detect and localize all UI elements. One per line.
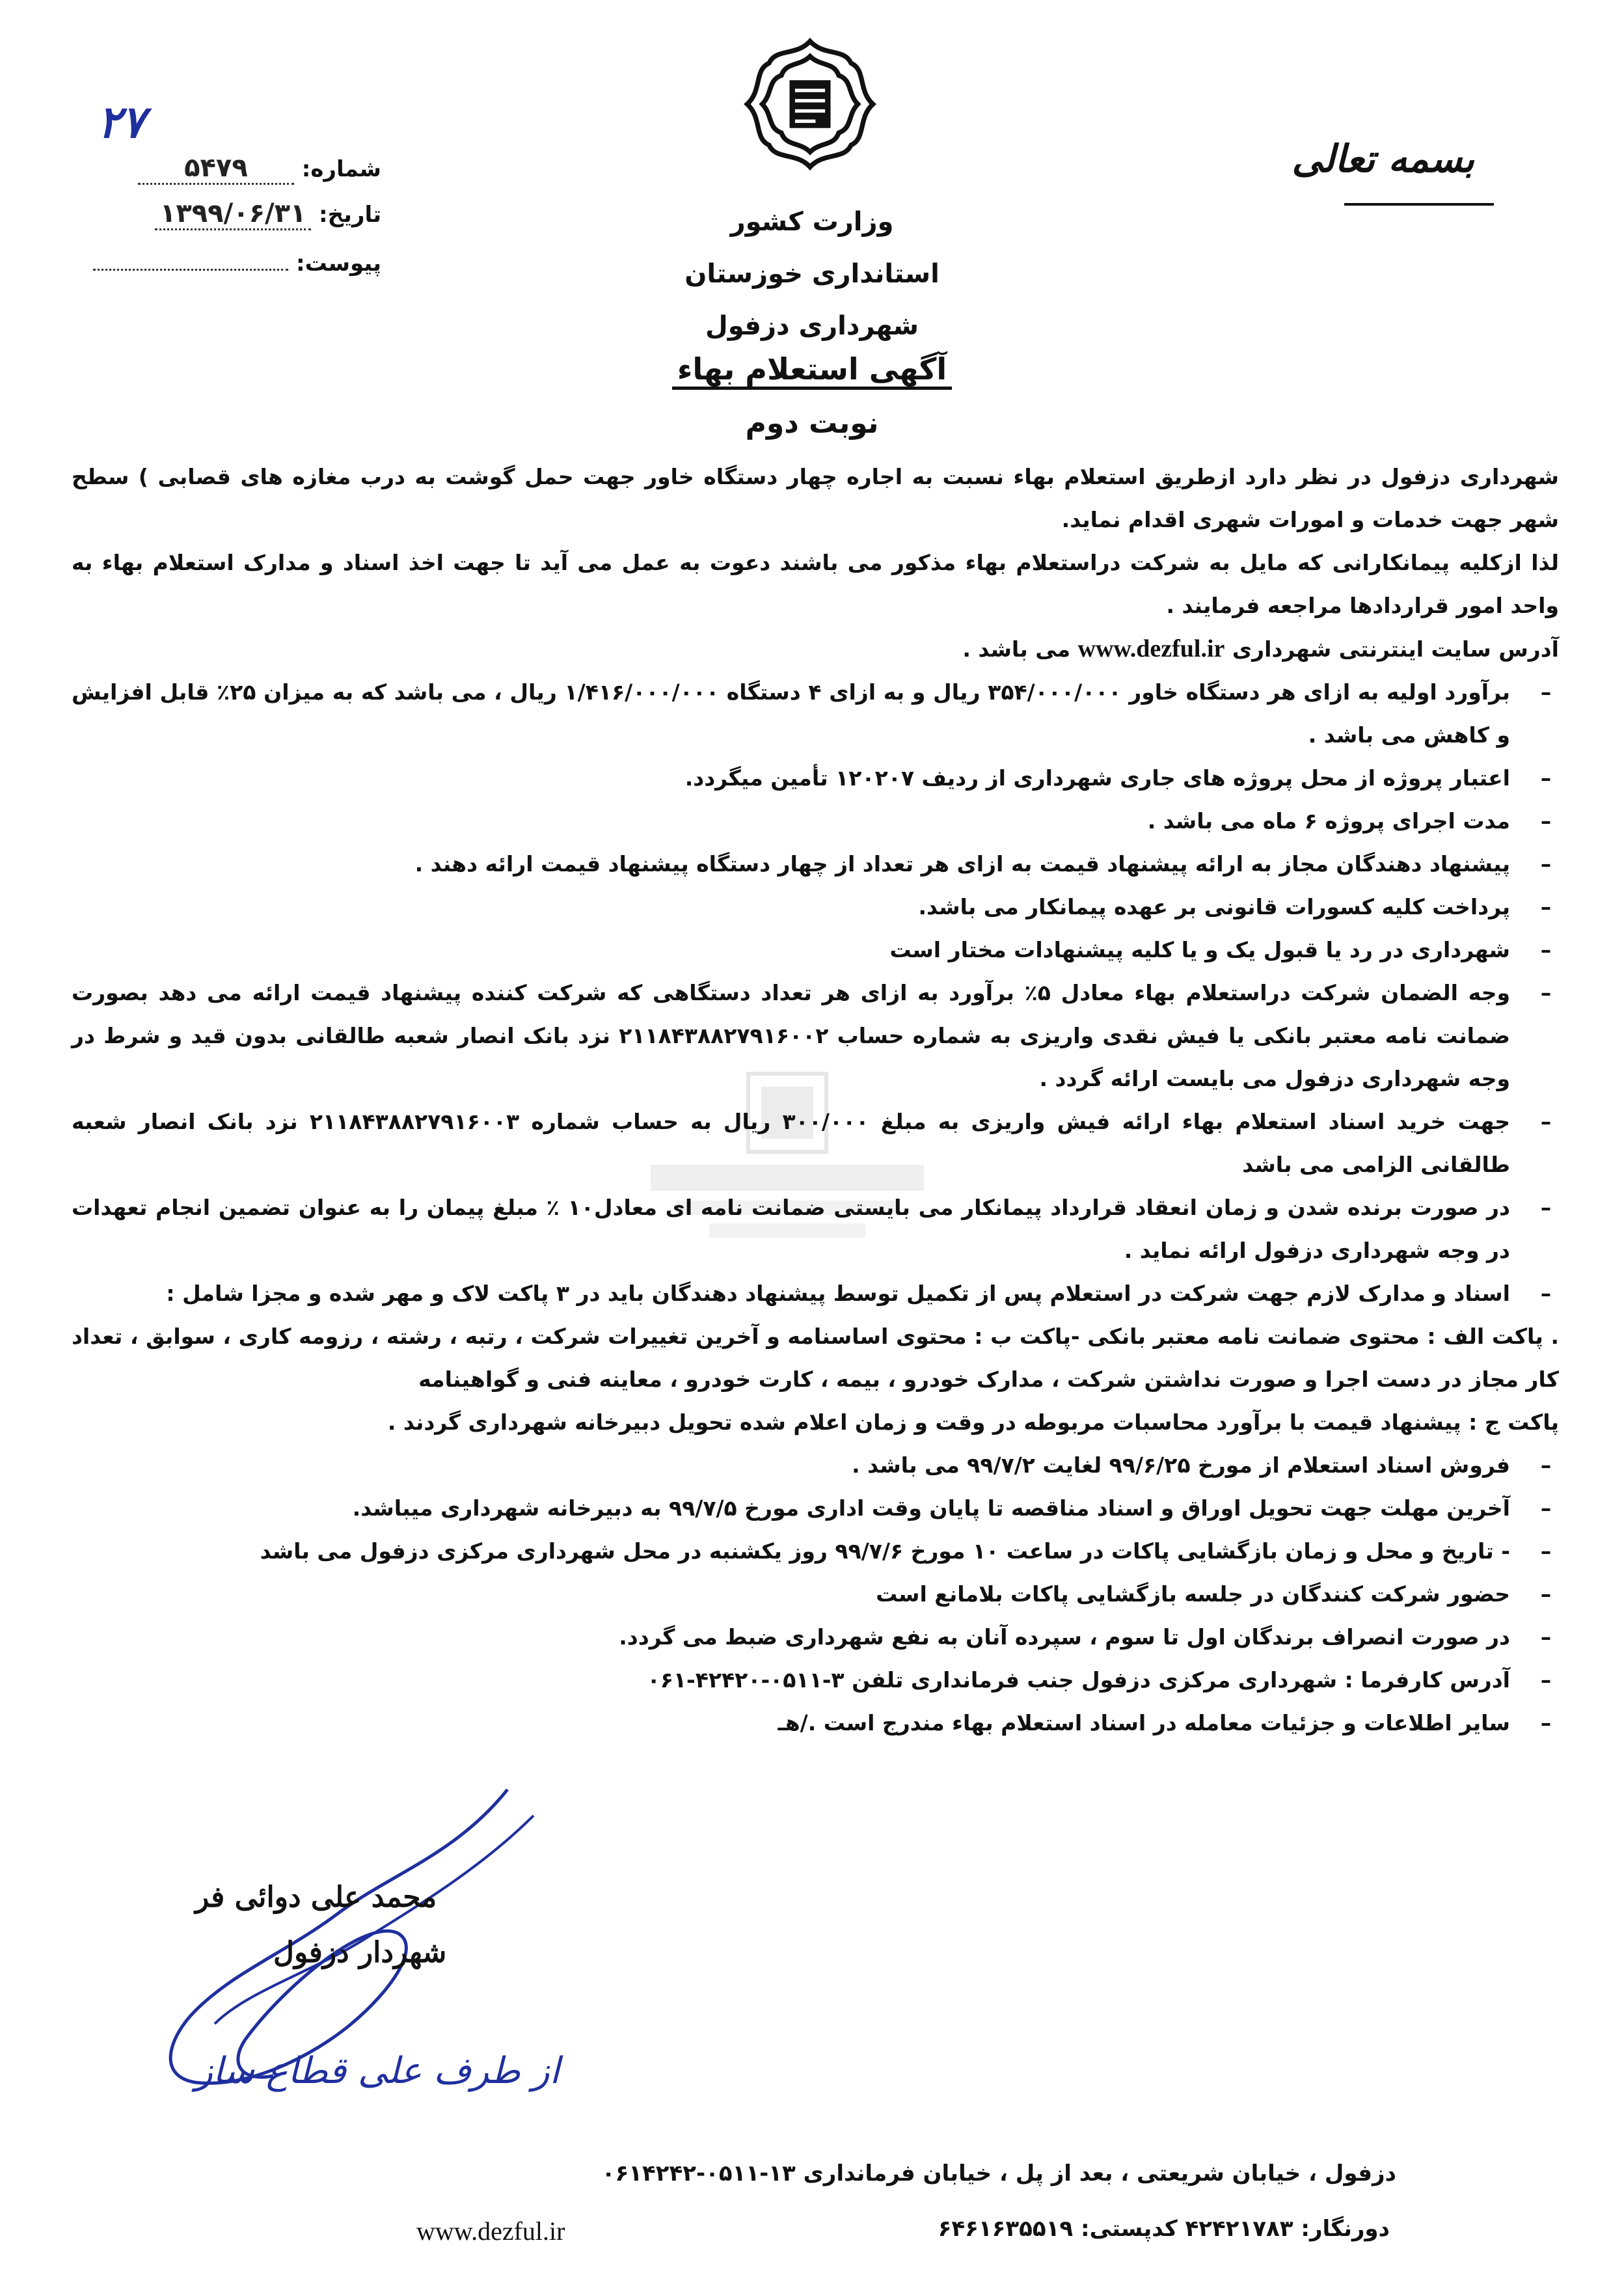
signatory-title: شهردار دزفول	[273, 1936, 447, 1969]
list-item: – پیشنهاد دهندگان مجاز به ارائه پیشنهاد قیمت به ازای هر تعداد از چهار دستگاه پیشنهاد قیمت ارائه دهند .	[414, 851, 1552, 877]
handwritten-on-behalf: از طرف علی قطاع ساز	[195, 2050, 560, 2092]
list-item: – - تاریخ و محل و زمان بازگشایی پاکات در ساعت ۱۰ مورخ ۹۹/۷/۶ روز یکشنبه در محل شهرداری مرکزی دزفول می باشد	[260, 1538, 1552, 1564]
list-item: – جهت خرید اسناد استعلام بهاء ارائه فیش واریزی به مبلغ ۳۰۰/۰۰۰ ریال به حساب شماره ۲۱۱۸۴۳۸۸۲۷۹۱۶۰۰۳ نزد بانک انصار شعبه طالقانی الزامی می باشد	[72, 1109, 1552, 1177]
municipality-heading: شهرداری دزفول	[705, 311, 919, 341]
list-item: – در صورت برنده شدن و زمان انعقاد قرارداد پیمانکار می بایستی ضمانت نامه ای معادل۱۰ ٪ مبلغ پیمان را به عنوان تضمین انجام تعهدات در وجه شهرداری دزفول ارائه نماید .	[72, 1195, 1552, 1263]
notice-title-text: آگهی استعلام بهاء	[672, 351, 952, 390]
list-item: – حضور شرکت کنندگان در جلسه بازگشایی پاکات بلامانع است	[876, 1581, 1552, 1607]
letter-number-field	[69, 153, 381, 185]
number-value: ۵۴۷۹	[138, 153, 294, 185]
footer-fax-postal: دورنگار: ۴۲۴۲۱۷۸۳ کدپستی: ۶۴۶۱۶۳۵۵۱۹	[938, 2216, 1390, 2242]
list-item: – آدرس کارفرما : شهرداری مرکزی دزفول جنب فرمانداری تلفن ۳-۰۵۱۱-۴۲۴۲۰-۰۶۱	[647, 1667, 1552, 1693]
notice-title	[0, 351, 1624, 387]
number-label: شماره:	[301, 156, 381, 182]
intro-paragraph-2: لذا ازکلیه پیمانکارانی که مایل به شرکت دراستعلام بهاء مذکور می باشند دعوت به عمل می آید تا جهت اخذ اسناد و مدارک استعلام بهاء به واحد امور قراردادها مراجعه فرمایند .	[72, 550, 1559, 618]
attachment-label: پیوست:	[296, 251, 381, 277]
list-item: – پرداخت کلیه کسورات قانونی بر عهده پیمانکار می باشد.	[918, 894, 1552, 920]
notice-body	[72, 456, 1559, 1745]
date-label: تاریخ:	[319, 202, 381, 228]
list-item: – اعتبار پروژه از محل پروژه های جاری شهرداری از ردیف ۱۲۰۲۰۷ تأمین میگردد.	[684, 765, 1552, 791]
website-label: آدرس سایت اینترنتی شهرداری	[1232, 636, 1559, 662]
province-heading: استانداری خوزستان	[684, 259, 940, 289]
list-item: – برآورد اولیه به ازای هر دستگاه خاور ۳۵۴/۰۰۰/۰۰۰ ریال و به ازای ۴ دستگاه ۱/۴۱۶/۰۰۰/۰۰۰ ریال ، می باشد که به میزان ۲۵٪ قابل افزایش و کاهش می باشد .	[72, 679, 1552, 748]
packets-line-2: پاکت ج : پیشنهاد قیمت با برآورد محاسبات مربوطه در وقت و زمان اعلام شده تحویل دبیرخانه شهرداری گردند .	[387, 1410, 1559, 1435]
dezful-municipality-logo	[742, 36, 878, 172]
list-item: – سایر اطلاعات و جزئیات معامله در اسناد استعلام بهاء مندرج است ./هـ	[778, 1710, 1552, 1736]
list-item: – وجه الضمان شرکت دراستعلام بهاء معادل ۵٪ برآورد به ازای هر تعداد دستگاهی که شرکت کننده پیشنهاد قیمت ارائه می دهد بصورت ضمانت نامه معتبر بانکی یا فیش نقدی واریزی به شماره حساب ۲۱۱۸۴۳۸۸۲۷۹۱۶۰۰۲ نزد بانک انصار شعبه طالقانی بدون قید و شرط در وجه شهرداری دزفول می بایست ارائه گردد .	[72, 980, 1552, 1091]
conditions-list	[72, 671, 1559, 1745]
list-item: – در صورت انصراف برندگان اول تا سوم ، سپرده آنان به نفع شهرداری ضبط می گردد.	[619, 1624, 1552, 1650]
intro-paragraph-3	[72, 627, 1559, 671]
list-item: – شهرداری در رد یا قبول یک و یا کلیه پیشنهادات مختار است	[889, 937, 1552, 962]
footer-address: دزفول ، خیابان شریعتی ، بعد از پل ، خیابان فرمانداری ۱۳-۰۵۱۱-۰۶۱۴۲۴۲	[601, 2160, 1396, 2186]
handwritten-number: ۲۷	[98, 96, 146, 148]
date-value: ۱۳۹۹/۰۶/۳۱	[155, 198, 311, 230]
footer-website[interactable]: www.dezful.ir	[416, 2216, 565, 2246]
notice-round: نوبت دوم	[745, 407, 879, 440]
list-item: – آخرین مهلت جهت تحویل اوراق و اسناد مناقصه تا پایان وقت اداری مورخ ۹۹/۷/۵ به دبیرخانه شهرداری میباشد.	[352, 1495, 1552, 1521]
website-suffix: می باشد .	[962, 636, 1071, 662]
list-item: – فروش اسناد استعلام از مورخ ۹۹/۶/۲۵ لغایت ۹۹/۷/۲ می باشد .	[852, 1452, 1552, 1478]
ministry-heading: وزارت کشور	[730, 207, 894, 237]
packets-line-1: . پاکت الف : محتوی ضمانت نامه معتبر بانکی -پاکت ب : محتوی اساسنامه و آخرین تغییرات شرکت ، رتبه ، رشته ، رزومه کاری ، سوابق ، تعداد کار مجاز در دست اجرا و صورت نداشتن شرکت ، مدارک خودرو ، بیمه ، کارت خودرو ، معاینه فنی و گواهینامه	[72, 1324, 1559, 1392]
list-item: – مدت اجرای پروژه ۶ ماه می باشد .	[1147, 808, 1552, 834]
signatory-name: محمد علی دوائی فر	[195, 1881, 437, 1914]
intro-paragraph-1: شهرداری دزفول در نظر دارد ازطریق استعلام بهاء نسبت به اجاره چهار دستگاه خاور جهت حمل گوشت به درب مغازه های قصابی ) سطح شهر جهت خدمات و امورات شهری اقدام نماید.	[72, 464, 1559, 532]
website-link[interactable]: www.dezful.ir	[1077, 635, 1225, 662]
bismillah-underline	[1344, 203, 1494, 206]
list-item: – اسناد و مدارک لازم جهت شرکت در استعلام پس از تکمیل توسط پیشنهاد دهندگان باید در ۳ پاکت لاک و مهر شده و مجزا شامل :	[166, 1281, 1552, 1306]
bismillah-heading: بسمه تعالی	[1292, 137, 1474, 181]
